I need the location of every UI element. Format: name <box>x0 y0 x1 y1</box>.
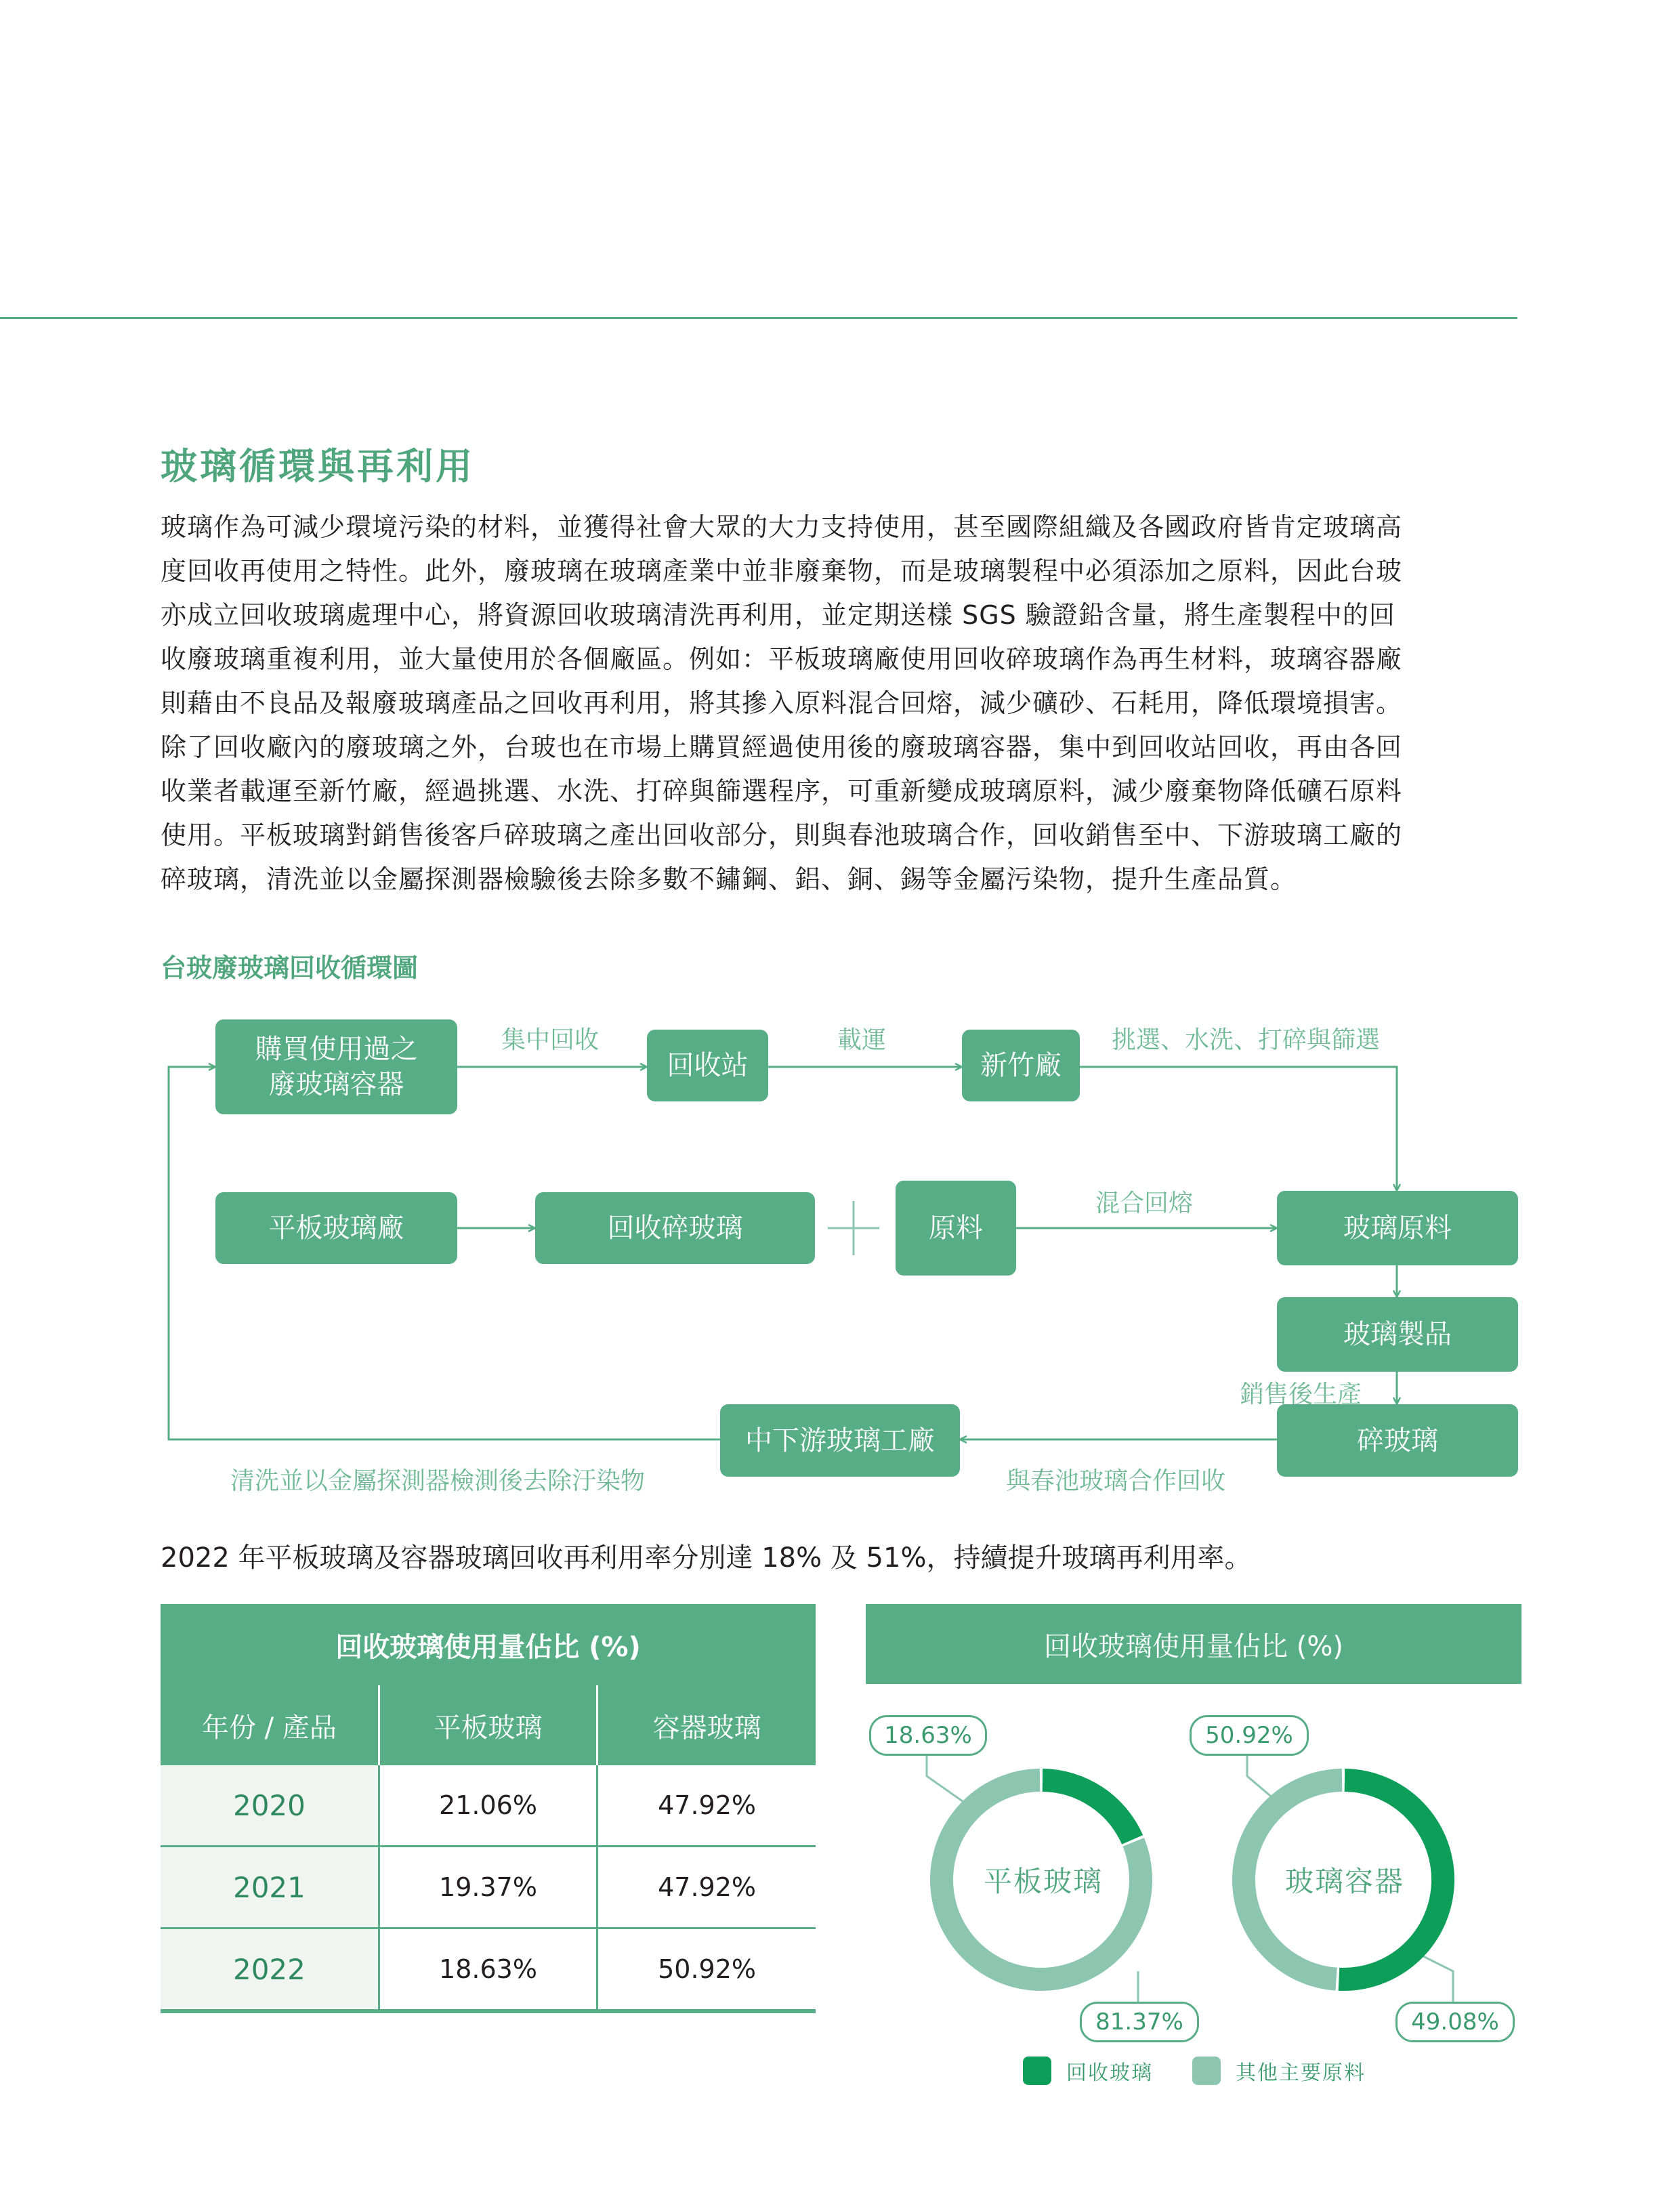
node-hsinchu: 新竹廠 <box>962 1030 1080 1101</box>
table-cell: 50.92% <box>597 1928 816 2012</box>
donut-slice-recycled <box>1043 1780 1133 1840</box>
diagram-title: 台玻廢玻璃回收循環圖 <box>161 953 419 983</box>
paragraph-line: 則藉由不良品及報廢玻璃產品之回收再利用，將其摻入原料混合回熔，減少礦砂、石耗用，降低環境損害。 <box>161 688 1403 718</box>
pct-label: 49.08% <box>1395 2002 1515 2042</box>
node-flat-plant: 平板玻璃廠 <box>215 1192 457 1264</box>
edge-label-process: 挑選、水洗、打碎與篩選 <box>1112 1026 1381 1054</box>
leader-line <box>1419 1954 1453 2002</box>
table-cell-year: 2021 <box>161 1847 379 1928</box>
edge-label-melt: 混合回熔 <box>1095 1189 1194 1217</box>
paragraph-line: 碎玻璃，清洗並以金屬探測器檢驗後去除多數不鏽鋼、鋁、銅、錫等金屬污染物，提升生產品質。 <box>161 864 1297 894</box>
donut-center-label: 平板玻璃 <box>984 1865 1104 1898</box>
body-paragraph <box>161 505 1519 902</box>
usage-table <box>161 1604 816 2013</box>
paragraph-line: 收廢玻璃重複利用，並大量使用於各個廠區。例如：平板玻璃廠使用回收碎玻璃作為再生材料，玻璃容器廠 <box>161 644 1403 674</box>
node-buy-line2: 廢玻璃容器 <box>268 1069 404 1100</box>
table-title: 回收玻璃使用量佔比 (%) <box>161 1604 816 1685</box>
edge-label-collect: 集中回收 <box>501 1026 600 1054</box>
node-downstream: 中下游玻璃工廠 <box>720 1404 960 1477</box>
node-glass-product: 玻璃製品 <box>1277 1297 1518 1372</box>
node-buy-line1: 購買使用過之 <box>255 1034 418 1065</box>
table-row <box>161 1928 816 2012</box>
table-header: 平板玻璃 <box>379 1685 597 1765</box>
arrow-process <box>1080 1067 1397 1191</box>
paragraph-line: 除了回收廠內的廢玻璃之外，台玻也在市場上購買經過使用後的廢玻璃容器，集中到回收站回收，再由各回 <box>161 732 1403 762</box>
summary-text: 2022 年平板玻璃及容器玻璃回收再利用率分別達 18% 及 51%，持續提升玻璃再利用率。 <box>161 1542 1252 1574</box>
table-cell: 47.92% <box>597 1765 816 1847</box>
table-header: 年份 / 產品 <box>161 1685 379 1765</box>
paragraph-line: 使用。平板玻璃對銷售後客戶碎玻璃之產出回收部分，則與春池玻璃合作，回收銷售至中、下游玻璃工廠的 <box>161 820 1403 850</box>
edge-label-post-sale: 銷售後生產 <box>1240 1380 1362 1408</box>
node-broken: 碎玻璃 <box>1277 1404 1518 1477</box>
table-cell: 18.63% <box>379 1928 597 2012</box>
legend-label: 回收玻璃 <box>1066 2061 1153 2085</box>
legend-recycled <box>1023 2056 1153 2086</box>
top-rule <box>0 317 1517 319</box>
leader-line <box>1247 1752 1279 1803</box>
table-header: 容器玻璃 <box>597 1685 816 1765</box>
table-cell: 21.06% <box>379 1765 597 1847</box>
legend-swatch <box>1192 2057 1221 2085</box>
chart-title: 回收玻璃使用量佔比 (%) <box>866 1604 1521 1684</box>
edge-label-partner: 與春池玻璃合作回收 <box>1006 1467 1226 1495</box>
table-cell-year: 2022 <box>161 1928 379 2012</box>
paragraph-line: 亦成立回收玻璃處理中心，將資源回收玻璃清洗再利用，並定期送樣 SGS 驗證鉛含量，將生產製程中的回 <box>161 600 1395 630</box>
pct-label: 50.92% <box>1190 1715 1309 1756</box>
table-cell: 19.37% <box>379 1847 597 1928</box>
node-glass-raw: 玻璃原料 <box>1277 1191 1518 1265</box>
edge-label-transport: 載運 <box>837 1026 887 1054</box>
legend-swatch <box>1023 2057 1051 2085</box>
pct-label: 81.37% <box>1080 2002 1199 2042</box>
legend-other <box>1192 2056 1366 2086</box>
table-row <box>161 1765 816 1847</box>
pct-label: 18.63% <box>869 1715 987 1756</box>
paragraph-line: 玻璃作為可減少環境污染的材料，並獲得社會大眾的大力支持使用，甚至國際組織及各國政府皆肯定玻璃高 <box>161 512 1403 542</box>
node-cullet: 回收碎玻璃 <box>535 1192 815 1264</box>
donut-center-label: 玻璃容器 <box>1285 1865 1405 1898</box>
leader-line <box>927 1752 965 1803</box>
paragraph-line: 收業者載運至新竹廠，經過挑選、水洗、打碎與篩選程序，可重新變成玻璃原料，減少廢棄物降低礦石原料 <box>161 776 1403 806</box>
section-title: 玻璃循環與再利用 <box>161 445 475 488</box>
table-cell: 47.92% <box>597 1847 816 1928</box>
plus-icon <box>828 1201 879 1255</box>
legend-label: 其他主要原料 <box>1236 2061 1366 2085</box>
paragraph-line: 度回收再使用之特性。此外，廢玻璃在玻璃產業中並非廢棄物，而是玻璃製程中必須添加之原料，因此台玻 <box>161 556 1403 586</box>
node-buy-containers <box>215 1019 457 1114</box>
node-raw: 原料 <box>896 1181 1016 1276</box>
node-station: 回收站 <box>647 1030 768 1101</box>
table-cell-year: 2020 <box>161 1765 379 1847</box>
table-row <box>161 1847 816 1928</box>
edge-label-clean: 清洗並以金屬探測器檢測後去除汙染物 <box>230 1467 646 1495</box>
